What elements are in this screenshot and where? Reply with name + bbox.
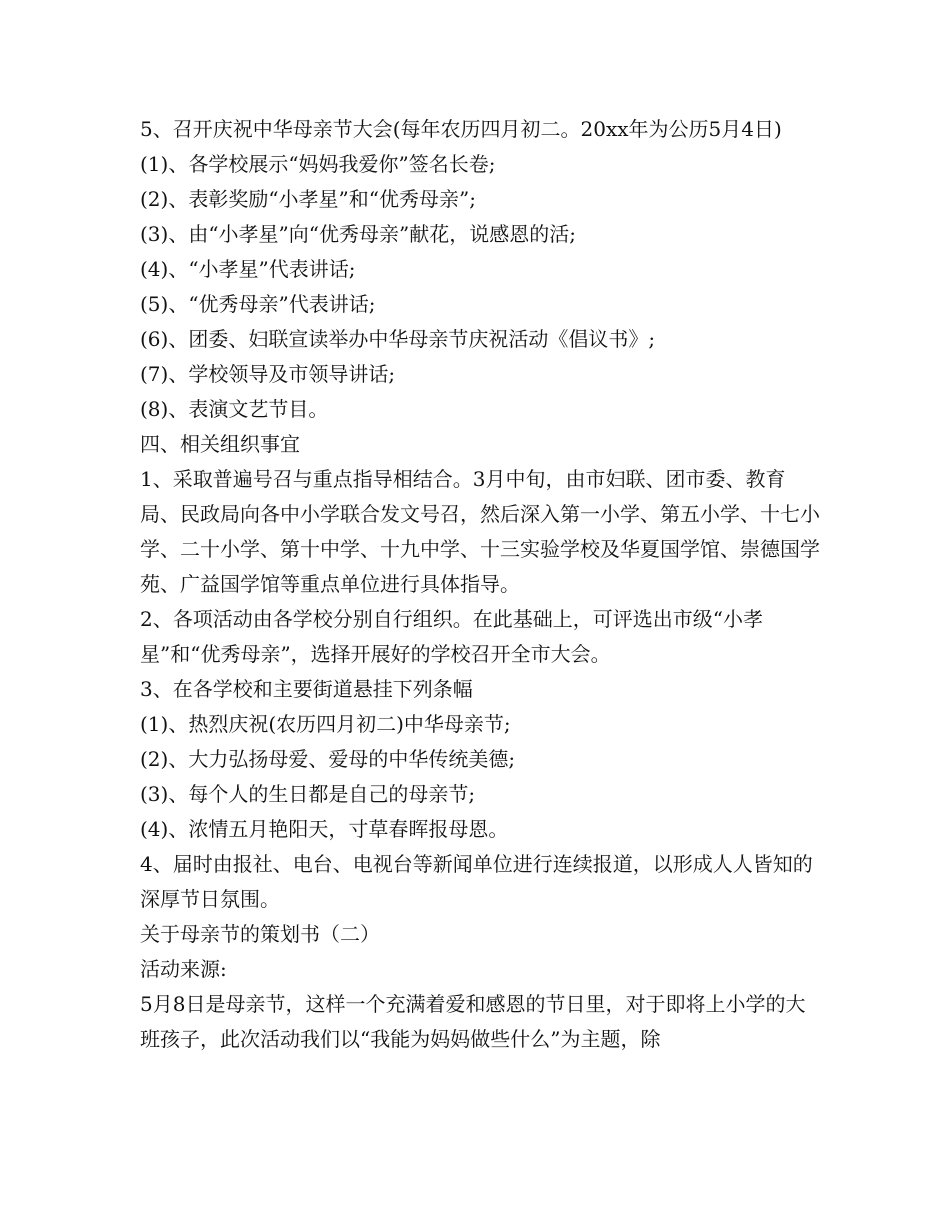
paragraph-sub-item-4: (4)、“小孝星”代表讲话; bbox=[140, 257, 356, 281]
paragraph-sub-item-2: (2)、表彰奖励“小孝星”和“优秀母亲”; bbox=[140, 187, 476, 211]
section-title-plan-two: 关于母亲节的策划书（二） bbox=[140, 922, 380, 946]
paragraph-organization-3: 3、在各学校和主要街道悬挂下列条幅 bbox=[140, 677, 473, 701]
paragraph-sub-item-1: (1)、各学校展示“妈妈我爱你”签名长卷; bbox=[140, 152, 496, 176]
paragraph-sub-item-8: (8)、表演文艺节目。 bbox=[140, 397, 329, 421]
paragraph-banner-4: (4)、浓情五月艳阳天，寸草春晖报母恩。 bbox=[140, 817, 509, 841]
paragraph-sub-item-3: (3)、由“小孝星”向“优秀母亲”献花，说感恩的活; bbox=[140, 222, 576, 246]
paragraph-meeting-item: 5、召开庆祝中华母亲节大会(每年农历四月初二。20xx年为公历5月4日) bbox=[140, 117, 782, 141]
paragraph-sub-item-6: (6)、团委、妇联宣读举办中华母亲节庆祝活动《倡议书》; bbox=[140, 327, 656, 351]
paragraph-sub-item-5: (5)、“优秀母亲”代表讲话; bbox=[140, 292, 376, 316]
paragraph-activity-source: 5月8日是母亲节，这样一个充满着爱和感恩的节日里，对于即将上小学的大班孩子，此次活动我们以“我能为妈妈做些什么”为主题，除 bbox=[140, 992, 806, 1051]
paragraph-organization-2: 2、各项活动由各学校分别自行组织。在此基础上，可评选出市级“小孝星”和“优秀母亲”，选择开展好的学校召开全市大会。 bbox=[140, 607, 763, 666]
paragraph-banner-1: (1)、热烈庆祝(农历四月初二)中华母亲节; bbox=[140, 712, 511, 736]
paragraph-sub-item-7: (7)、学校领导及市领导讲话; bbox=[140, 362, 396, 386]
section-heading-activity-source: 活动来源: bbox=[140, 957, 227, 981]
paragraph-banner-3: (3)、每个人的生日都是自己的母亲节; bbox=[140, 782, 476, 806]
section-heading-organization: 四、相关组织事宜 bbox=[140, 432, 300, 456]
paragraph-organization-4: 4、届时由报社、电台、电视台等新闻单位进行连续报道，以形成人人皆知的深厚节日氛围。 bbox=[140, 852, 813, 911]
paragraph-banner-2: (2)、大力弘扬母爱、爱母的中华传统美德; bbox=[140, 747, 516, 771]
document-body bbox=[140, 112, 820, 1057]
paragraph-organization-1: 1、采取普遍号召与重点指导相结合。3月中旬，由市妇联、团市委、教育局、民政局向各中小学联合发文号召，然后深入第一小学、第五小学、十七小学、二十小学、第十中学、十九中学、十三实验学校及华夏国学馆、崇德国学苑、广益国学馆等重点单位进行具体指导。 bbox=[140, 467, 820, 596]
